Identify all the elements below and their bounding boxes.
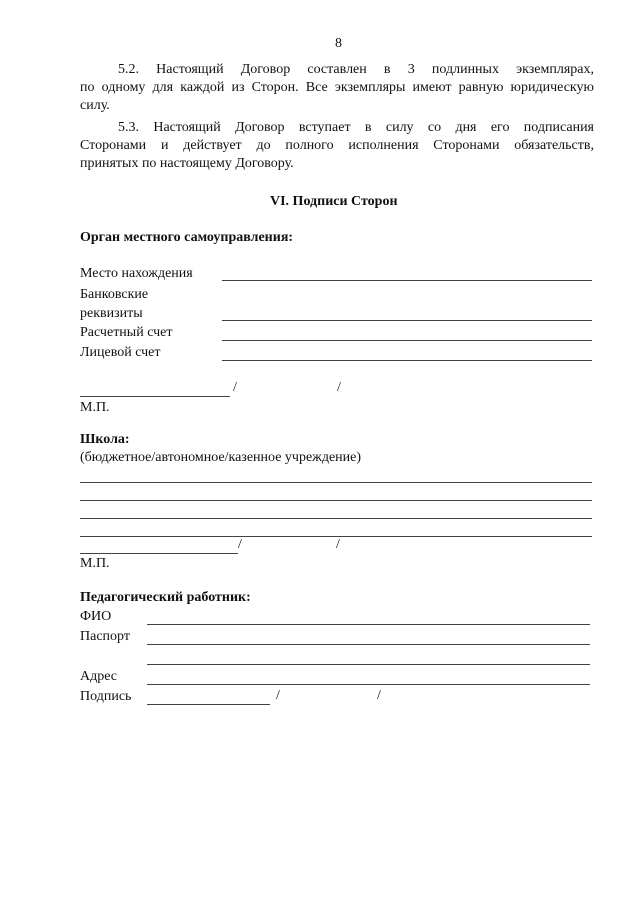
page-number: 8 <box>335 36 342 51</box>
bank-details-label-2: реквизиты <box>80 306 143 321</box>
municipal-slash-2: / <box>337 380 341 395</box>
clause-5-3-line-1: 5.3. Настоящий Договор вступает в силу со дня его подписания <box>118 120 594 135</box>
school-field-3[interactable] <box>80 518 592 519</box>
teacher-address-label: Адрес <box>80 669 118 684</box>
school-slash-2: / <box>336 537 340 552</box>
personal-account-field[interactable] <box>222 360 592 361</box>
settlement-account-label: Расчетный счет <box>80 325 173 340</box>
school-type-note: (бюджетное/автономное/казенное учреждение) <box>80 450 362 465</box>
school-field-1[interactable] <box>80 482 592 483</box>
teacher-passport-field-2[interactable] <box>147 664 590 665</box>
clause-5-2-line-1: 5.2. Настоящий Договор составлен в 3 подлинных экземплярах, <box>118 62 594 77</box>
settlement-account-field[interactable] <box>222 340 592 341</box>
teacher-passport-label: Паспорт <box>80 629 130 644</box>
school-seal-label: М.П. <box>80 556 110 571</box>
location-field[interactable] <box>222 280 592 281</box>
municipal-signature-field[interactable] <box>80 396 230 397</box>
clause-5-3-line-3: принятых по настоящему Договору. <box>80 156 294 171</box>
clause-5-2-line-3: силу. <box>80 98 110 113</box>
teacher-name-label: ФИО <box>80 609 112 624</box>
municipal-seal-label: М.П. <box>80 400 110 415</box>
teacher-slash-1: / <box>276 688 280 703</box>
clause-5-3-line-2: Сторонами и действует до полного исполнения Сторонами обязательств, <box>80 138 594 153</box>
school-slash-1: / <box>238 537 242 552</box>
bank-details-label-1: Банковские <box>80 287 149 302</box>
section-title: VI. Подписи Сторон <box>270 194 398 209</box>
teacher-signature-label: Подпись <box>80 689 132 704</box>
bank-details-field[interactable] <box>222 320 592 321</box>
teacher-address-field[interactable] <box>147 684 590 685</box>
location-label: Место нахождения <box>80 266 193 281</box>
clause-5-2-line-2: по одному для каждой из Сторон. Все экземпляры имеют равную юридическую <box>80 80 594 95</box>
teacher-name-field[interactable] <box>147 624 590 625</box>
teacher-heading: Педагогический работник: <box>80 590 251 605</box>
school-field-2[interactable] <box>80 500 592 501</box>
school-signature-field[interactable] <box>80 553 238 554</box>
school-heading: Школа: <box>80 432 130 447</box>
teacher-slash-2: / <box>377 688 381 703</box>
teacher-signature-field[interactable] <box>147 704 270 705</box>
teacher-passport-field[interactable] <box>147 644 590 645</box>
personal-account-label: Лицевой счет <box>80 345 161 360</box>
municipal-heading: Орган местного самоуправления: <box>80 230 294 245</box>
municipal-slash-1: / <box>233 380 237 395</box>
